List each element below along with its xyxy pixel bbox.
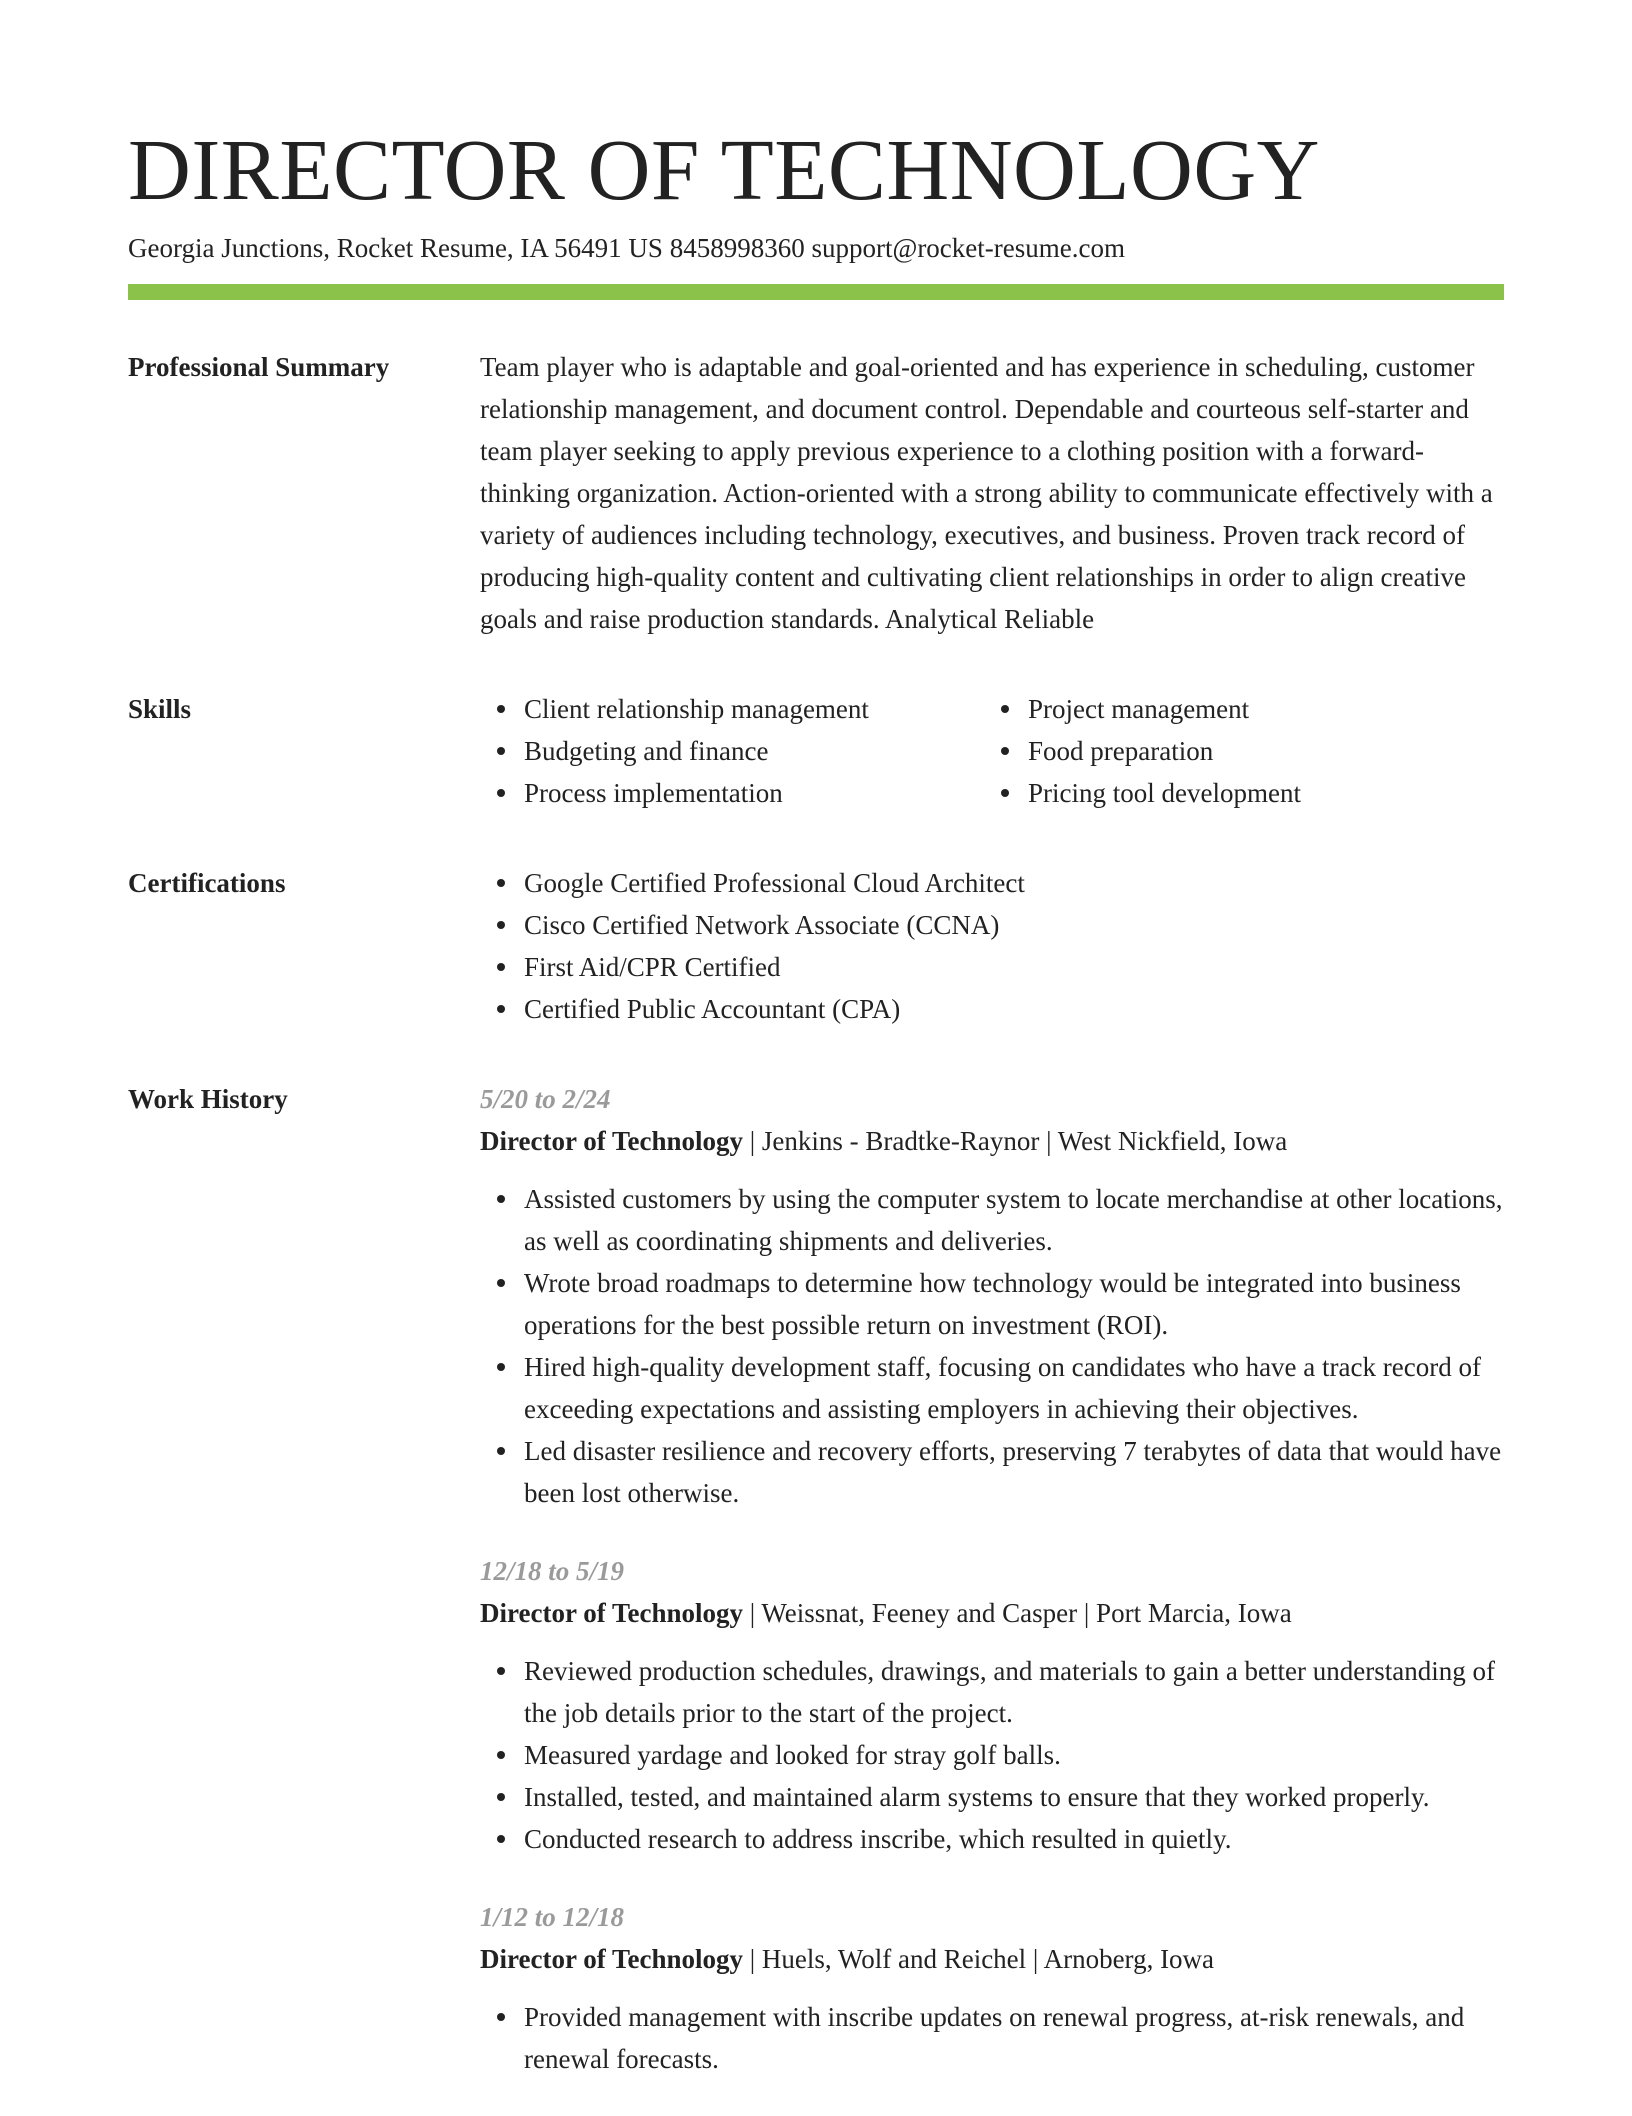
summary-section [128, 346, 1504, 640]
job-heading [480, 1592, 1504, 1634]
job-bullet: Hired high-quality development staff, focusing on candidates who have a track record of exceeding expectations and assisting employers in achieving their objectives. [524, 1346, 1504, 1430]
job-dates: 12/18 to 5/19 [480, 1556, 625, 1586]
job-title: Director of Technology [480, 1126, 743, 1156]
skill-item: Client relationship management [524, 688, 984, 730]
job-bullet: Assisted customers by using the computer system to locate merchandise at other locations, as well as coordinating shipments and deliveries. [524, 1178, 1504, 1262]
certifications-heading: Certifications [128, 868, 286, 898]
job-bullet: Conducted research to address inscribe, which resulted in quietly. [524, 1818, 1504, 1860]
job-entry [480, 1896, 1504, 2080]
skills-grid [480, 688, 1504, 814]
contact-line: Georgia Junctions, Rocket Resume, IA 56491 US 8458998360 support@rocket-resume.com [128, 233, 1125, 263]
job-bullets [480, 1996, 1504, 2080]
skill-item: Process implementation [524, 772, 984, 814]
certification-item: First Aid/CPR Certified [524, 946, 1504, 988]
skills-section [128, 688, 1504, 814]
skills-heading: Skills [128, 694, 192, 724]
job-bullets [480, 1650, 1504, 1860]
certification-item: Certified Public Accountant (CPA) [524, 988, 1504, 1030]
summary-heading: Professional Summary [128, 352, 390, 382]
job-heading [480, 1938, 1504, 1980]
skill-item: Budgeting and finance [524, 730, 984, 772]
work-history-heading: Work History [128, 1084, 288, 1114]
skill-item: Pricing tool development [1028, 772, 1488, 814]
job-bullet: Reviewed production schedules, drawings, and materials to gain a better understanding of the job details prior to the start of the project. [524, 1650, 1504, 1734]
skills-list-left [480, 688, 984, 814]
job-details: | Jenkins - Bradtke-Raynor | West Nickfield, Iowa [743, 1126, 1288, 1156]
job-bullet: Measured yardage and looked for stray golf balls. [524, 1734, 1504, 1776]
job-title: Director of Technology [480, 1598, 743, 1628]
skill-item: Food preparation [1028, 730, 1488, 772]
job-dates: 1/12 to 12/18 [480, 1902, 625, 1932]
resume-title: DIRECTOR OF TECHNOLOGY [128, 121, 1320, 218]
certification-item: Cisco Certified Network Associate (CCNA) [524, 904, 1504, 946]
certifications-list [480, 862, 1504, 1030]
skill-item: Project management [1028, 688, 1488, 730]
certification-item: Google Certified Professional Cloud Architect [524, 862, 1504, 904]
job-details: | Weissnat, Feeney and Casper | Port Marcia, Iowa [743, 1598, 1292, 1628]
job-dates: 5/20 to 2/24 [480, 1084, 611, 1114]
job-bullet: Wrote broad roadmaps to determine how technology would be integrated into business operations for the best possible return on investment (ROI). [524, 1262, 1504, 1346]
job-bullet: Installed, tested, and maintained alarm systems to ensure that they worked properly. [524, 1776, 1504, 1818]
resume-page [128, 120, 1504, 2116]
job-bullet: Provided management with inscribe updates on renewal progress, at-risk renewals, and renewal forecasts. [524, 1996, 1504, 2080]
summary-text: Team player who is adaptable and goal-oriented and has experience in scheduling, customer relationship management, and document control. Dependable and courteous self-starter and team player seeking to apply previous experience to a clothing position with a forward-thinking organization. Action-oriented with a strong ability to communicate effectively with a variety of audiences including technology, executives, and business. Proven track record of producing high-quality content and cultivating client relationships in order to align creative goals and raise production standards. Analytical Reliable [480, 352, 1493, 634]
job-entry [480, 1078, 1504, 1514]
job-entry [480, 1550, 1504, 1860]
job-heading [480, 1120, 1504, 1162]
certifications-section [128, 862, 1504, 1030]
job-bullets [480, 1178, 1504, 1514]
job-bullet: Led disaster resilience and recovery efforts, preserving 7 terabytes of data that would have been lost otherwise. [524, 1430, 1504, 1514]
skills-list-right [984, 688, 1488, 814]
work-history-section [128, 1078, 1504, 2116]
header-divider [128, 284, 1504, 300]
job-details: | Huels, Wolf and Reichel | Arnoberg, Iowa [743, 1944, 1215, 1974]
job-title: Director of Technology [480, 1944, 743, 1974]
